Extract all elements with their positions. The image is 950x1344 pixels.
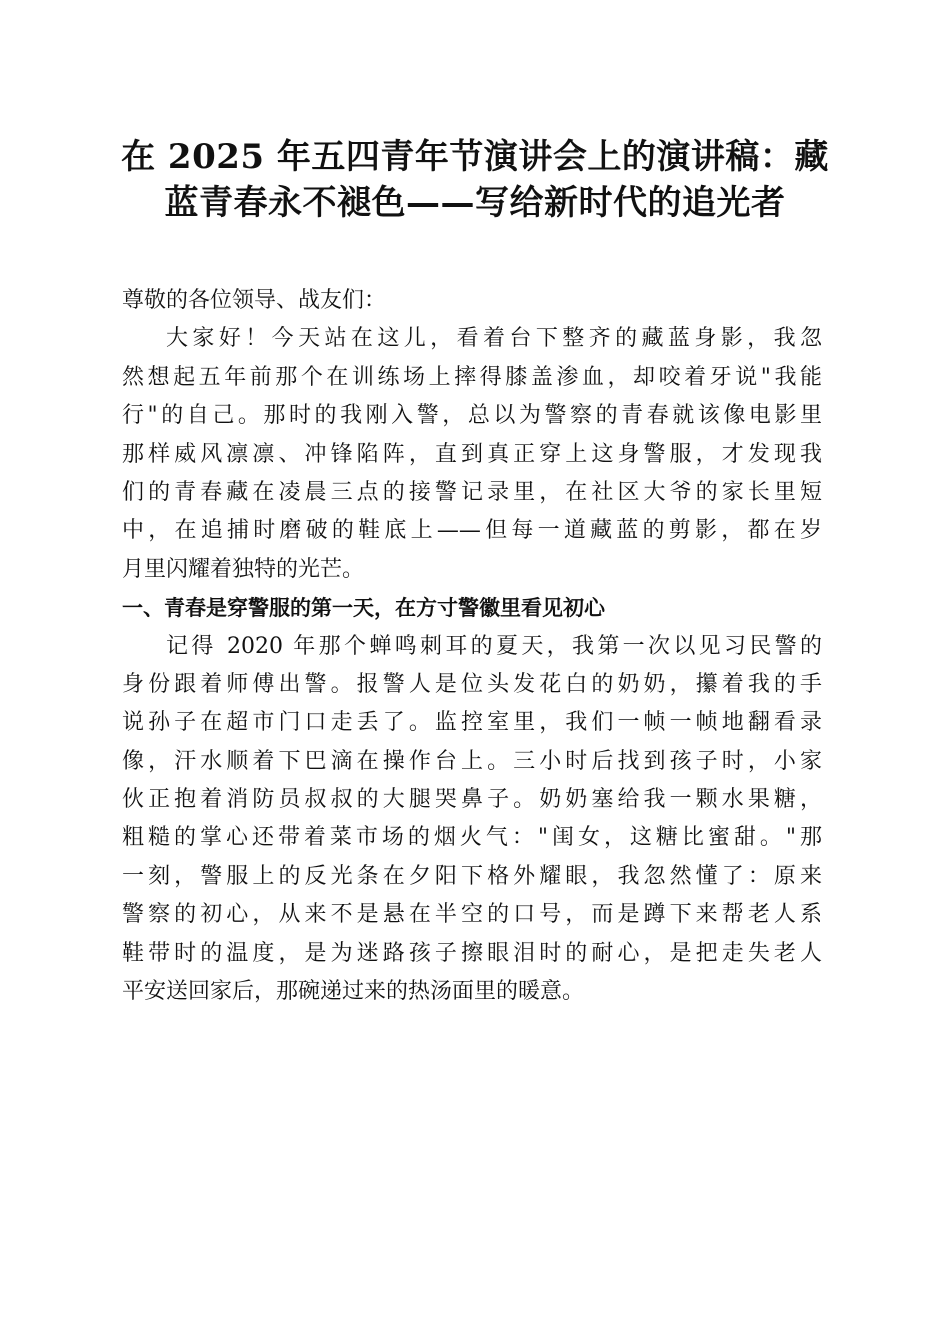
paragraph-line: 平安送回家后，那碗递过来的热汤面里的暖意。 xyxy=(122,979,585,1005)
salutation: 尊敬的各位领导、战友们： xyxy=(122,288,387,313)
paragraph-line: 然想起五年前那个在训练场上摔得膝盖渗血，却咬着牙说"我能 xyxy=(122,364,822,390)
paragraph-line: 伙正抱着消防员叔叔的大腿哭鼻子。奶奶塞给我一颗水果糖， xyxy=(122,787,822,813)
paragraph-line: 粗糙的掌心还带着菜市场的烟火气："闺女，这糖比蜜甜。"那 xyxy=(122,825,822,851)
paragraph-line: 说孙子在超市门口走丢了。监控室里，我们一帧一帧地翻看录 xyxy=(122,710,822,736)
paragraph-line: 中，在追捕时磨破的鞋底上——但每一道藏蓝的剪影，都在岁 xyxy=(122,518,822,544)
title-line-1: 在 2025 年五四青年节演讲会上的演讲稿：藏 xyxy=(121,137,829,177)
section-heading-1: 一、青春是穿警服的第一天，在方寸警徽里看见初心 xyxy=(122,596,605,621)
paragraph-line: 大家好！今天站在这儿，看着台下整齐的藏蓝身影，我忽 xyxy=(166,326,822,352)
title-line-2: 蓝青春永不褪色——写给新时代的追光者 xyxy=(164,183,786,223)
paragraph-line: 月里闪耀着独特的光芒。 xyxy=(122,556,365,582)
paragraph-line: 记得 2020 年那个蝉鸣刺耳的夏天，我第一次以见习民警的 xyxy=(166,633,822,659)
paragraph-line: 一刻，警服上的反光条在夕阳下格外耀眼，我忽然懂了：原来 xyxy=(122,863,822,889)
paragraph-line: 像，汗水顺着下巴滴在操作台上。三小时后找到孩子时，小家 xyxy=(122,748,822,774)
paragraph-1 xyxy=(122,320,822,589)
paragraph-2 xyxy=(122,628,822,1012)
paragraph-line: 那样威风凛凛、冲锋陷阵，直到真正穿上这身警服，才发现我 xyxy=(122,441,822,467)
paragraph-line: 们的青春藏在凌晨三点的接警记录里，在社区大爷的家长里短 xyxy=(122,479,822,505)
document-title xyxy=(100,134,850,226)
paragraph-line: 鞋带时的温度，是为迷路孩子擦眼泪时的耐心，是把走失老人 xyxy=(122,940,822,966)
paragraph-line: 行"的自己。那时的我刚入警，总以为警察的青春就该像电影里 xyxy=(122,403,822,429)
document-body xyxy=(122,282,822,1011)
paragraph-line: 身份跟着师傅出警。报警人是位头发花白的奶奶，攥着我的手 xyxy=(122,671,822,697)
paragraph-line: 警察的初心，从来不是悬在半空的口号，而是蹲下来帮老人系 xyxy=(122,902,822,928)
